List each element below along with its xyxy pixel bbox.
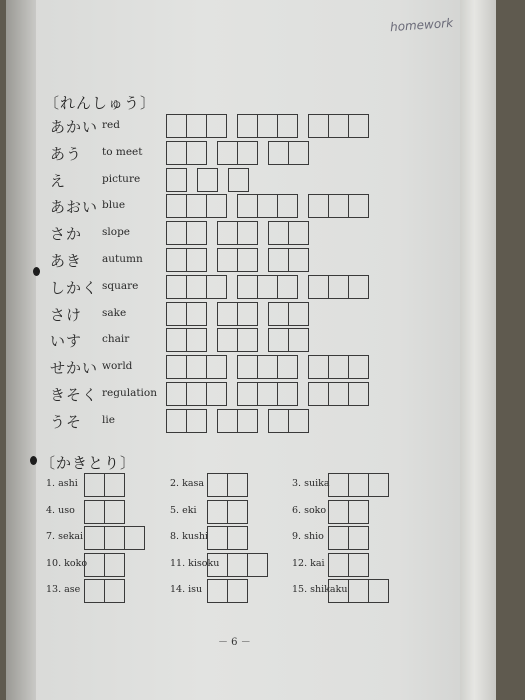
writing-cell[interactable] — [186, 275, 207, 299]
dictation-item — [170, 473, 300, 495]
writing-cell[interactable] — [104, 579, 125, 603]
english-meaning: sake — [102, 306, 127, 319]
writing-boxes — [84, 473, 125, 497]
box-group — [268, 328, 309, 352]
kana-word: あう — [50, 144, 83, 163]
writing-cell[interactable] — [288, 141, 309, 165]
handwritten-note: homework — [389, 15, 454, 35]
box-group — [166, 221, 207, 245]
writing-cell[interactable] — [227, 473, 248, 497]
writing-cell[interactable] — [186, 382, 207, 406]
writing-cell[interactable] — [186, 248, 207, 272]
writing-boxes — [166, 221, 319, 245]
writing-cell[interactable] — [197, 168, 218, 192]
writing-boxes — [328, 473, 389, 497]
writing-cell[interactable] — [237, 221, 258, 245]
writing-boxes — [207, 473, 248, 497]
box-group — [308, 114, 369, 138]
writing-boxes — [166, 248, 319, 272]
english-meaning: slope — [102, 226, 131, 239]
writing-boxes — [166, 382, 379, 406]
writing-cell[interactable] — [237, 355, 258, 379]
writing-boxes — [166, 355, 379, 379]
writing-cell[interactable] — [348, 114, 369, 138]
writing-cell[interactable] — [206, 194, 227, 218]
dictation-label: 13. ase — [46, 584, 81, 595]
writing-cell[interactable] — [186, 221, 207, 245]
dictation-item — [170, 579, 300, 601]
kana-word: え — [50, 171, 67, 190]
box-group — [217, 221, 258, 245]
box-group — [166, 248, 207, 272]
box-group — [237, 194, 298, 218]
writing-boxes — [328, 579, 389, 603]
practice-row — [50, 221, 450, 245]
dictation-item — [170, 553, 300, 575]
writing-cell[interactable] — [348, 526, 369, 550]
writing-cell[interactable] — [328, 382, 349, 406]
writing-cell[interactable] — [227, 579, 248, 603]
writing-cell[interactable] — [207, 553, 228, 577]
writing-boxes — [328, 553, 369, 577]
box-group — [308, 275, 369, 299]
box-group — [268, 248, 309, 272]
writing-cell[interactable] — [328, 114, 349, 138]
writing-cell[interactable] — [237, 302, 258, 326]
english-meaning: lie — [102, 413, 115, 426]
writing-cell[interactable] — [217, 221, 238, 245]
box-group — [166, 355, 227, 379]
writing-cell[interactable] — [328, 526, 349, 550]
writing-cell[interactable] — [217, 141, 238, 165]
kana-word: さけ — [50, 305, 83, 324]
writing-cell[interactable] — [186, 302, 207, 326]
writing-boxes — [166, 275, 379, 299]
writing-boxes — [328, 500, 369, 524]
writing-cell[interactable] — [328, 473, 349, 497]
dictation-label: 14. isu — [170, 584, 203, 595]
writing-cell[interactable] — [288, 409, 309, 433]
writing-cell[interactable] — [308, 114, 329, 138]
writing-cell[interactable] — [166, 194, 187, 218]
writing-cell[interactable] — [288, 248, 309, 272]
box-group — [166, 168, 187, 192]
writing-cell[interactable] — [186, 355, 207, 379]
english-meaning: picture — [102, 172, 141, 185]
writing-cell[interactable] — [166, 355, 187, 379]
dictation-label: 8. kushi — [170, 531, 208, 542]
dictation-item — [170, 500, 300, 522]
dictation-item — [292, 553, 422, 575]
writing-cell[interactable] — [277, 355, 298, 379]
writing-cell[interactable] — [217, 248, 238, 272]
writing-cell[interactable] — [166, 221, 187, 245]
writing-cell[interactable] — [186, 409, 207, 433]
box-group — [217, 302, 258, 326]
english-meaning: world — [102, 360, 133, 373]
box-group — [237, 275, 298, 299]
writing-cell[interactable] — [277, 275, 298, 299]
english-meaning: square — [102, 279, 139, 292]
writing-cell[interactable] — [288, 302, 309, 326]
english-meaning: to meet — [102, 145, 143, 158]
box-group — [197, 168, 218, 192]
writing-cell[interactable] — [277, 194, 298, 218]
writing-cell[interactable] — [308, 275, 329, 299]
writing-cell[interactable] — [84, 526, 105, 550]
writing-cell[interactable] — [227, 526, 248, 550]
writing-cell[interactable] — [237, 114, 258, 138]
writing-boxes — [207, 579, 248, 603]
writing-boxes — [166, 114, 379, 138]
writing-boxes — [166, 194, 379, 218]
writing-cell[interactable] — [328, 579, 349, 603]
dictation-section-title: 〔かきとり〕 — [40, 454, 137, 472]
writing-cell[interactable] — [277, 382, 298, 406]
writing-cell[interactable] — [166, 248, 187, 272]
dictation-item — [46, 526, 176, 548]
box-group — [308, 382, 369, 406]
writing-cell[interactable] — [207, 526, 228, 550]
writing-cell[interactable] — [166, 409, 187, 433]
dictation-label: 10. koko — [46, 557, 88, 569]
english-meaning: blue — [102, 199, 126, 212]
writing-cell[interactable] — [348, 275, 369, 299]
dictation-label: 2. kasa — [170, 478, 205, 489]
writing-cell[interactable] — [237, 194, 258, 218]
kana-word: さか — [50, 225, 83, 244]
binder-hole-mark — [30, 456, 37, 465]
writing-cell[interactable] — [166, 168, 187, 192]
writing-cell[interactable] — [268, 328, 289, 352]
writing-cell[interactable] — [124, 526, 145, 550]
writing-cell[interactable] — [247, 553, 268, 577]
writing-cell[interactable] — [328, 275, 349, 299]
writing-cell[interactable] — [206, 275, 227, 299]
dictation-label: 15. shikaku — [292, 584, 348, 595]
box-group — [217, 328, 258, 352]
writing-cell[interactable] — [104, 500, 125, 524]
english-meaning: regulation — [102, 387, 157, 399]
binder-hole-mark — [33, 267, 40, 276]
dictation-label: 3. suika — [292, 478, 330, 489]
dictation-item — [292, 500, 422, 522]
writing-boxes — [166, 409, 319, 433]
box-group — [166, 141, 207, 165]
writing-cell[interactable] — [368, 473, 389, 497]
box-group — [268, 141, 309, 165]
dictation-label: 4. uso — [46, 504, 75, 516]
writing-cell[interactable] — [166, 275, 187, 299]
writing-cell[interactable] — [237, 248, 258, 272]
writing-boxes — [84, 553, 125, 577]
writing-cell[interactable] — [257, 275, 278, 299]
writing-cell[interactable] — [237, 382, 258, 406]
writing-cell[interactable] — [328, 500, 349, 524]
box-group — [268, 221, 309, 245]
practice-row — [50, 328, 450, 352]
dictation-label: 11. kisoku — [170, 557, 220, 569]
dictation-item — [46, 579, 176, 601]
writing-boxes — [207, 553, 268, 577]
writing-boxes — [166, 168, 259, 192]
english-meaning: autumn — [102, 253, 143, 265]
writing-cell[interactable] — [237, 328, 258, 352]
writing-cell[interactable] — [257, 382, 278, 406]
practice-row — [50, 355, 450, 379]
writing-cell[interactable] — [257, 355, 278, 379]
kana-word: きそく — [50, 386, 99, 404]
writing-cell[interactable] — [268, 302, 289, 326]
writing-cell[interactable] — [237, 275, 258, 299]
practice-row — [50, 275, 450, 299]
writing-cell[interactable] — [257, 194, 278, 218]
writing-cell[interactable] — [268, 141, 289, 165]
dictation-item — [292, 473, 422, 495]
box-group — [217, 141, 258, 165]
writing-cell[interactable] — [308, 194, 329, 218]
box-group — [166, 275, 227, 299]
writing-cell[interactable] — [227, 500, 248, 524]
kana-word: あき — [50, 252, 83, 270]
practice-row — [50, 194, 450, 218]
box-group — [268, 302, 309, 326]
writing-cell[interactable] — [308, 382, 329, 406]
practice-row — [50, 382, 450, 406]
box-group — [166, 382, 227, 406]
kana-word: せかい — [50, 359, 99, 378]
box-group — [237, 382, 298, 406]
box-group — [166, 328, 207, 352]
writing-cell[interactable] — [186, 328, 207, 352]
writing-cell[interactable] — [368, 579, 389, 603]
writing-cell[interactable] — [166, 382, 187, 406]
box-group — [166, 409, 207, 433]
writing-cell[interactable] — [207, 473, 228, 497]
writing-cell[interactable] — [348, 194, 369, 218]
writing-cell[interactable] — [227, 553, 248, 577]
writing-cell[interactable] — [217, 302, 238, 326]
writing-cell[interactable] — [104, 526, 125, 550]
binding-shadow — [6, 0, 36, 700]
writing-cell[interactable] — [206, 114, 227, 138]
dictation-item — [46, 500, 176, 522]
writing-cell[interactable] — [207, 579, 228, 603]
practice-row — [50, 302, 450, 326]
writing-cell[interactable] — [104, 473, 125, 497]
kana-word: いす — [50, 332, 83, 351]
writing-cell[interactable] — [217, 409, 238, 433]
writing-cell[interactable] — [348, 382, 369, 406]
writing-cell[interactable] — [84, 473, 105, 497]
writing-cell[interactable] — [237, 141, 258, 165]
writing-cell[interactable] — [166, 302, 187, 326]
practice-row — [50, 168, 450, 192]
writing-cell[interactable] — [277, 114, 298, 138]
page-edges — [460, 0, 496, 700]
writing-cell[interactable] — [348, 579, 369, 603]
box-group — [217, 409, 258, 433]
writing-cell[interactable] — [166, 328, 187, 352]
english-meaning: chair — [102, 333, 130, 346]
kana-word: うそ — [50, 412, 83, 431]
writing-cell[interactable] — [237, 409, 258, 433]
writing-cell[interactable] — [186, 194, 207, 218]
writing-cell[interactable] — [328, 553, 349, 577]
practice-row — [50, 248, 450, 272]
dictation-label: 9. shio — [292, 531, 324, 542]
writing-boxes — [166, 141, 319, 165]
writing-cell[interactable] — [348, 473, 369, 497]
practice-section-title: 〔れんしゅう〕 — [44, 94, 157, 112]
dictation-label: 12. kai — [292, 557, 325, 569]
writing-boxes — [84, 579, 125, 603]
writing-cell[interactable] — [328, 355, 349, 379]
writing-cell[interactable] — [288, 328, 309, 352]
kana-word: しかく — [50, 278, 99, 297]
writing-boxes — [328, 526, 369, 550]
box-group — [237, 114, 298, 138]
writing-cell[interactable] — [84, 553, 105, 577]
kana-word: あかい — [50, 118, 99, 136]
practice-row — [50, 141, 450, 165]
writing-cell[interactable] — [166, 141, 187, 165]
writing-cell[interactable] — [348, 500, 369, 524]
writing-cell[interactable] — [84, 500, 105, 524]
dictation-item — [46, 553, 176, 575]
dictation-item — [46, 473, 176, 495]
writing-boxes — [84, 500, 125, 524]
writing-cell[interactable] — [308, 355, 329, 379]
dictation-label: 7. sekai — [46, 531, 84, 542]
box-group — [166, 302, 207, 326]
kana-word: あおい — [50, 198, 99, 217]
box-group — [228, 168, 249, 192]
writing-cell[interactable] — [166, 114, 187, 138]
box-group — [268, 409, 309, 433]
writing-cell[interactable] — [348, 355, 369, 379]
page-number: － 6 － — [218, 637, 251, 648]
writing-cell[interactable] — [206, 382, 227, 406]
writing-cell[interactable] — [268, 248, 289, 272]
dictation-item — [292, 579, 422, 601]
dictation-item — [292, 526, 422, 548]
practice-row — [50, 409, 450, 433]
box-group — [166, 194, 227, 218]
writing-boxes — [166, 302, 319, 326]
english-meaning: red — [102, 119, 120, 131]
box-group — [237, 355, 298, 379]
writing-cell[interactable] — [257, 114, 278, 138]
writing-cell[interactable] — [206, 355, 227, 379]
box-group — [308, 194, 369, 218]
writing-boxes — [166, 328, 319, 352]
box-group — [166, 114, 227, 138]
writing-cell[interactable] — [288, 221, 309, 245]
writing-cell[interactable] — [84, 579, 105, 603]
dictation-item — [170, 526, 300, 548]
writing-cell[interactable] — [228, 168, 249, 192]
writing-cell[interactable] — [186, 114, 207, 138]
writing-cell[interactable] — [268, 221, 289, 245]
writing-boxes — [207, 526, 248, 550]
dictation-label: 6. soko — [292, 504, 327, 516]
writing-cell[interactable] — [217, 328, 238, 352]
practice-row — [50, 114, 450, 138]
writing-boxes — [207, 500, 248, 524]
writing-cell[interactable] — [104, 553, 125, 577]
writing-cell[interactable] — [328, 194, 349, 218]
writing-cell[interactable] — [348, 553, 369, 577]
worksheet-page — [6, 0, 496, 700]
writing-boxes — [84, 526, 145, 550]
writing-cell[interactable] — [207, 500, 228, 524]
dictation-label: 5. eki — [170, 504, 197, 516]
box-group — [308, 355, 369, 379]
writing-cell[interactable] — [268, 409, 289, 433]
box-group — [217, 248, 258, 272]
dictation-label: 1. ashi — [46, 478, 78, 489]
writing-cell[interactable] — [186, 141, 207, 165]
